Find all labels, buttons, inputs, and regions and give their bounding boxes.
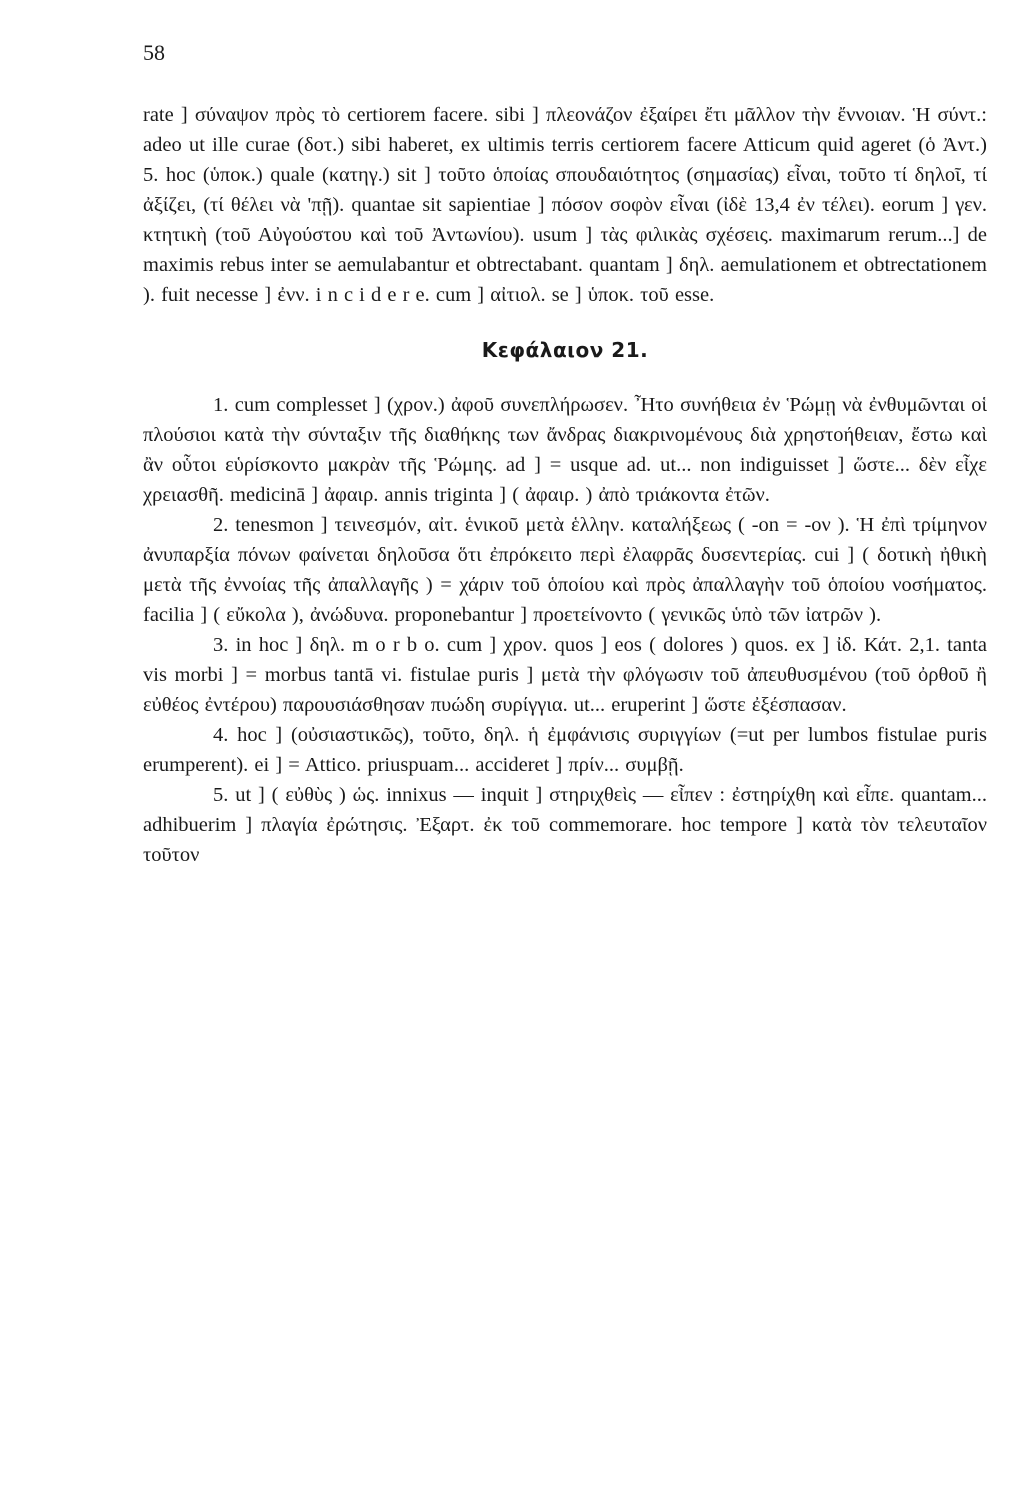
- paragraph-2: 2. tenesmon ] τεινεσμόν, αἰτ. ἑνικοῦ μετὰ ἑλλην. καταλήξεως ( -on = -ον ). Ἡ ἐπὶ τρίμηνον ἀνυπαρξία πόνων φαίνεται δηλοῦσα ὅτι ἐπρόκειτο περὶ ἐλαφρᾶς δυσεντερίας. cui ] ( δοτικὴ ἠθικὴ μετὰ τῆς ἐννοίας τῆς ἀπαλλαγῆς ) = χάριν τοῦ ὁποίου καὶ πρὸς ἀπαλλαγὴν τοῦ ὁποίου νοσήματος. facilia ] ( εὔκολα ), ἀνώδυνα. proponebantur ] προετείνοντο ( γενικῶς ὑπὸ τῶν ἰατρῶν ).: [143, 514, 987, 626]
- paragraph-1: 1. cum complesset ] (χρον.) ἀφοῦ συνεπλήρωσεν. Ἦτο συνήθεια ἐν Ῥώμῃ νὰ ἐνθυμῶνται οἱ πλούσιοι κατὰ τὴν σύνταξιν τῆς διαθήκης των ἄνδρας διακρινομένους διὰ χρηστοήθειαν, ἔστω καὶ ἂν οὗτοι εὑρίσκοντο μακρὰν τῆς Ῥώμης. ad ] = usque ad. ut... non indiguisset ] ὥστε... δὲν εἶχε χρειασθῆ. medicinā ] ἀφαιρ. annis triginta ] ( ἀφαιρ. ) ἀπὸ τριάκοντα ἐτῶν.: [143, 394, 987, 506]
- page-number: 58: [143, 40, 165, 65]
- page-body: [143, 100, 987, 870]
- intro-paragraph: rate ] σύναψον πρὸς τὸ certiorem facere. sibi ] πλεονάζον ἐξαίρει ἔτι μᾶλλον τὴν ἔννοιαν. Ἡ σύντ.: adeo ut ille curae (δοτ.) sibi haberet, ex ultimis terris certiorem facere Atticum quid ageret (ὁ Ἀντ.) 5. hoc (ὑποκ.) quale (κατηγ.) sit ] τοῦτο ὁποίας σπουδαιότητος (σημασίας) εἶναι, τοῦτο τί δηλοῖ, τί ἀξίζει, (τί θέλει νὰ 'πῇ). quantae sit sapientiae ] πόσον σοφὸν εἶναι (ἰδὲ 13,4 ἐν τέλει). eorum ] γεν. κτητικὴ (τοῦ Αὐγούστου καὶ τοῦ Ἀντωνίου). usum ] τὰς φιλικὰς σχέσεις. maximarum rerum...] de maximis rebus inter se aemulabantur et obtrectabant. quantam ] δηλ. aemulationem et obtrectationem ). fuit necesse ] ἐνν. i n c i d e r e. cum ] αἰτιολ. se ] ὑποκ. τοῦ esse.: [143, 104, 987, 306]
- paragraph-5: 5. ut ] ( εὐθὺς ) ὡς. innixus — inquit ] στηριχθεὶς — εἶπεν : ἐστηρίχθη καὶ εἶπε. quantam... adhibuerim ] πλαγία ἐρώτησις. Ἐξαρτ. ἐκ τοῦ commemorare. hoc tempore ] κατὰ τὸν τελευταῖον τοῦτον: [143, 784, 987, 866]
- paragraph-4: 4. hoc ] (οὐσιαστικῶς), τοῦτο, δηλ. ἡ ἐμφάνισις συριγγίων (=ut per lumbos fistulae puris erumperent). ei ] = Attico. priuspuam... accideret ] πρίν... συμβῇ.: [143, 724, 987, 776]
- paragraph-3: 3. in hoc ] δηλ. m o r b o. cum ] χρον. quos ] eos ( dolores ) quos. ex ] ἰδ. Κάτ. 2,1. tanta vis morbi ] = morbus tantā vi. fistulae puris ] μετὰ τὴν φλόγωσιν τοῦ ἀπευθυσμένου (τοῦ ὀρθοῦ ἢ εὐθέος ἐντέρου) παρουσιάσθησαν πυώδη συρίγγια. ut... eruperint ] ὥστε ἐξέσπασαν.: [143, 634, 987, 716]
- chapter-heading: Κεφάλαιον 21.: [481, 338, 649, 362]
